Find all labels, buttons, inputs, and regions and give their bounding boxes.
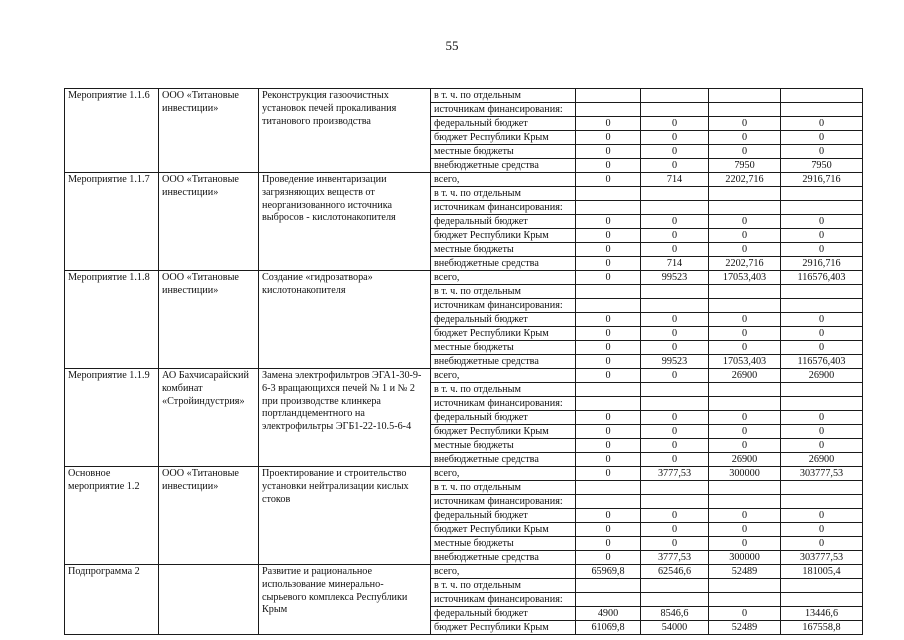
amount-cell: 54000 [641, 621, 709, 635]
amount-cell [576, 397, 641, 411]
amount-cell [781, 299, 863, 313]
funding-source-cell: в т. ч. по отдельным [431, 187, 576, 201]
description-cell: Проведение инвентаризации загрязняющих веществ от неорганизованного источника выбросов - кислотонакопителя [259, 173, 431, 271]
funding-source-cell: источникам финансирования: [431, 201, 576, 215]
amount-cell [781, 495, 863, 509]
amount-cell [576, 187, 641, 201]
funding-source-cell: всего, [431, 369, 576, 383]
amount-cell: 0 [781, 411, 863, 425]
executor-cell: ООО «Титановые инвестиции» [159, 467, 259, 565]
funding-source-cell: федеральный бюджет [431, 411, 576, 425]
budget-table-body [65, 89, 863, 635]
amount-cell: 0 [641, 369, 709, 383]
funding-source-cell: федеральный бюджет [431, 117, 576, 131]
funding-source-cell: бюджет Республики Крым [431, 327, 576, 341]
description-cell: Реконструкция газоочистных установок печей прокаливания титанового производства [259, 89, 431, 173]
amount-cell: 0 [709, 131, 781, 145]
funding-source-cell: внебюджетные средства [431, 453, 576, 467]
executor-cell: ООО «Титановые инвестиции» [159, 173, 259, 271]
amount-cell: 0 [781, 215, 863, 229]
amount-cell [781, 593, 863, 607]
executor-cell [159, 565, 259, 635]
amount-cell: 0 [641, 145, 709, 159]
activity-name-cell: Подпрограмма 2 [65, 565, 159, 635]
amount-cell [781, 187, 863, 201]
amount-cell: 0 [781, 341, 863, 355]
funding-source-cell: в т. ч. по отдельным [431, 579, 576, 593]
amount-cell: 0 [576, 467, 641, 481]
funding-source-cell: федеральный бюджет [431, 509, 576, 523]
funding-source-cell: всего, [431, 271, 576, 285]
amount-cell: 0 [641, 243, 709, 257]
amount-cell [781, 103, 863, 117]
amount-cell: 714 [641, 257, 709, 271]
amount-cell: 2916,716 [781, 173, 863, 187]
description-cell: Развитие и рациональное использование минерально-сырьевого комплекса Республики Крым [259, 565, 431, 635]
amount-cell: 0 [576, 509, 641, 523]
amount-cell: 61069,8 [576, 621, 641, 635]
amount-cell [576, 593, 641, 607]
funding-source-cell: в т. ч. по отдельным [431, 481, 576, 495]
amount-cell [576, 383, 641, 397]
funding-source-cell: местные бюджеты [431, 243, 576, 257]
amount-cell: 26900 [781, 453, 863, 467]
activity-name-cell: Мероприятие 1.1.7 [65, 173, 159, 271]
amount-cell: 0 [576, 159, 641, 173]
amount-cell [641, 201, 709, 215]
amount-cell: 303777,53 [781, 551, 863, 565]
table-row [65, 89, 863, 103]
funding-source-cell: источникам финансирования: [431, 397, 576, 411]
amount-cell [641, 103, 709, 117]
amount-cell: 0 [641, 159, 709, 173]
amount-cell: 0 [781, 117, 863, 131]
page-number: 55 [445, 38, 459, 53]
activity-name-cell: Мероприятие 1.1.9 [65, 369, 159, 467]
amount-cell: 0 [641, 327, 709, 341]
funding-source-cell: всего, [431, 173, 576, 187]
amount-cell: 714 [641, 173, 709, 187]
amount-cell: 0 [576, 327, 641, 341]
funding-source-cell: местные бюджеты [431, 145, 576, 159]
amount-cell: 0 [576, 425, 641, 439]
funding-source-cell: внебюджетные средства [431, 551, 576, 565]
amount-cell: 0 [576, 243, 641, 257]
amount-cell: 167558,8 [781, 621, 863, 635]
amount-cell [781, 397, 863, 411]
amount-cell: 116576,403 [781, 355, 863, 369]
amount-cell: 0 [781, 145, 863, 159]
amount-cell: 2202,716 [709, 173, 781, 187]
amount-cell: 13446,6 [781, 607, 863, 621]
amount-cell: 0 [709, 215, 781, 229]
amount-cell: 0 [641, 523, 709, 537]
amount-cell: 0 [641, 411, 709, 425]
amount-cell [641, 579, 709, 593]
amount-cell: 0 [641, 453, 709, 467]
funding-source-cell: источникам финансирования: [431, 103, 576, 117]
table-row [65, 173, 863, 187]
funding-source-cell: источникам финансирования: [431, 593, 576, 607]
amount-cell: 0 [576, 355, 641, 369]
amount-cell: 3777,53 [641, 467, 709, 481]
funding-source-cell: местные бюджеты [431, 537, 576, 551]
amount-cell [641, 285, 709, 299]
amount-cell: 0 [576, 313, 641, 327]
amount-cell: 0 [641, 509, 709, 523]
table-row [65, 369, 863, 383]
amount-cell [709, 397, 781, 411]
activity-name-cell: Мероприятие 1.1.6 [65, 89, 159, 173]
description-cell: Создание «гидрозатвора» кислотонакопителя [259, 271, 431, 369]
amount-cell: 116576,403 [781, 271, 863, 285]
amount-cell: 0 [709, 313, 781, 327]
amount-cell: 0 [576, 439, 641, 453]
funding-source-cell: бюджет Республики Крым [431, 131, 576, 145]
amount-cell [781, 579, 863, 593]
amount-cell: 0 [709, 229, 781, 243]
amount-cell [641, 593, 709, 607]
amount-cell: 0 [576, 523, 641, 537]
amount-cell: 0 [781, 509, 863, 523]
amount-cell: 0 [781, 131, 863, 145]
amount-cell [709, 495, 781, 509]
budget-table [64, 88, 863, 635]
amount-cell: 7950 [781, 159, 863, 173]
amount-cell: 0 [641, 117, 709, 131]
amount-cell [709, 103, 781, 117]
amount-cell: 0 [709, 523, 781, 537]
amount-cell: 0 [576, 341, 641, 355]
amount-cell: 62546,6 [641, 565, 709, 579]
amount-cell: 7950 [709, 159, 781, 173]
amount-cell: 0 [641, 537, 709, 551]
amount-cell: 300000 [709, 551, 781, 565]
funding-source-cell: источникам финансирования: [431, 299, 576, 313]
executor-cell: АО Бахчисарайский комбинат «Стройиндустрия» [159, 369, 259, 467]
amount-cell [781, 383, 863, 397]
funding-source-cell: федеральный бюджет [431, 313, 576, 327]
amount-cell [709, 579, 781, 593]
amount-cell: 0 [781, 523, 863, 537]
funding-source-cell: бюджет Республики Крым [431, 229, 576, 243]
amount-cell: 0 [576, 257, 641, 271]
amount-cell [641, 495, 709, 509]
amount-cell: 0 [641, 425, 709, 439]
amount-cell: 0 [576, 173, 641, 187]
amount-cell [781, 201, 863, 215]
amount-cell: 0 [709, 327, 781, 341]
amount-cell: 0 [781, 229, 863, 243]
amount-cell [781, 285, 863, 299]
amount-cell [576, 201, 641, 215]
amount-cell [709, 481, 781, 495]
amount-cell: 0 [781, 439, 863, 453]
description-cell: Замена электрофильтров ЭГА1-30-9-6-3 вращающихся печей № 1 и № 2 при производстве клинкера портландцементного на электрофильтры ЭГБ1-22-10.5-6-4 [259, 369, 431, 467]
amount-cell: 0 [709, 607, 781, 621]
amount-cell: 0 [641, 341, 709, 355]
amount-cell: 300000 [709, 467, 781, 481]
amount-cell [576, 285, 641, 299]
amount-cell [641, 397, 709, 411]
funding-source-cell: внебюджетные средства [431, 159, 576, 173]
funding-source-cell: в т. ч. по отдельным [431, 285, 576, 299]
amount-cell [709, 383, 781, 397]
amount-cell [641, 481, 709, 495]
amount-cell: 0 [709, 425, 781, 439]
amount-cell: 0 [576, 453, 641, 467]
amount-cell: 0 [709, 117, 781, 131]
amount-cell: 99523 [641, 355, 709, 369]
amount-cell: 52489 [709, 621, 781, 635]
amount-cell: 303777,53 [781, 467, 863, 481]
amount-cell [641, 299, 709, 313]
amount-cell [576, 103, 641, 117]
amount-cell: 3777,53 [641, 551, 709, 565]
funding-source-cell: бюджет Республики Крым [431, 523, 576, 537]
funding-source-cell: бюджет Республики Крым [431, 425, 576, 439]
amount-cell [576, 299, 641, 313]
funding-source-cell: в т. ч. по отдельным [431, 89, 576, 103]
amount-cell: 0 [576, 411, 641, 425]
amount-cell: 65969,8 [576, 565, 641, 579]
amount-cell: 0 [641, 131, 709, 145]
amount-cell [576, 579, 641, 593]
amount-cell: 8546,6 [641, 607, 709, 621]
amount-cell: 0 [641, 313, 709, 327]
amount-cell: 0 [709, 411, 781, 425]
funding-source-cell: федеральный бюджет [431, 607, 576, 621]
amount-cell: 2202,716 [709, 257, 781, 271]
funding-source-cell: местные бюджеты [431, 439, 576, 453]
amount-cell: 0 [709, 537, 781, 551]
funding-source-cell: внебюджетные средства [431, 257, 576, 271]
amount-cell: 0 [781, 243, 863, 257]
amount-cell: 0 [576, 215, 641, 229]
funding-source-cell: в т. ч. по отдельным [431, 383, 576, 397]
amount-cell: 26900 [781, 369, 863, 383]
amount-cell: 52489 [709, 565, 781, 579]
amount-cell [641, 383, 709, 397]
funding-source-cell: бюджет Республики Крым [431, 621, 576, 635]
amount-cell: 0 [576, 131, 641, 145]
activity-name-cell: Основное мероприятие 1.2 [65, 467, 159, 565]
amount-cell [641, 89, 709, 103]
amount-cell: 4900 [576, 607, 641, 621]
amount-cell: 0 [781, 313, 863, 327]
amount-cell: 0 [709, 243, 781, 257]
table-row [65, 271, 863, 285]
amount-cell: 0 [641, 229, 709, 243]
funding-source-cell: всего, [431, 565, 576, 579]
amount-cell [781, 89, 863, 103]
amount-cell: 17053,403 [709, 271, 781, 285]
amount-cell [576, 481, 641, 495]
amount-cell: 0 [709, 145, 781, 159]
executor-cell: ООО «Титановые инвестиции» [159, 89, 259, 173]
funding-source-cell: всего, [431, 467, 576, 481]
amount-cell: 0 [576, 229, 641, 243]
amount-cell [709, 593, 781, 607]
amount-cell [709, 201, 781, 215]
amount-cell: 0 [641, 215, 709, 229]
amount-cell: 99523 [641, 271, 709, 285]
amount-cell: 0 [781, 537, 863, 551]
amount-cell: 0 [576, 117, 641, 131]
amount-cell [576, 89, 641, 103]
amount-cell [641, 187, 709, 201]
table-row [65, 565, 863, 579]
amount-cell [709, 299, 781, 313]
amount-cell: 0 [781, 425, 863, 439]
amount-cell [781, 481, 863, 495]
amount-cell: 0 [709, 341, 781, 355]
amount-cell: 181005,4 [781, 565, 863, 579]
amount-cell: 0 [641, 439, 709, 453]
amount-cell: 0 [576, 537, 641, 551]
funding-source-cell: внебюджетные средства [431, 355, 576, 369]
funding-source-cell: источникам финансирования: [431, 495, 576, 509]
amount-cell: 17053,403 [709, 355, 781, 369]
amount-cell: 0 [576, 271, 641, 285]
amount-cell: 2916,716 [781, 257, 863, 271]
amount-cell: 26900 [709, 453, 781, 467]
amount-cell [576, 495, 641, 509]
executor-cell: ООО «Титановые инвестиции» [159, 271, 259, 369]
activity-name-cell: Мероприятие 1.1.8 [65, 271, 159, 369]
amount-cell: 0 [576, 145, 641, 159]
amount-cell: 26900 [709, 369, 781, 383]
funding-source-cell: местные бюджеты [431, 341, 576, 355]
amount-cell: 0 [781, 327, 863, 341]
table-row [65, 467, 863, 481]
amount-cell: 0 [576, 369, 641, 383]
description-cell: Проектирование и строительство установки нейтрализации кислых стоков [259, 467, 431, 565]
amount-cell: 0 [709, 439, 781, 453]
amount-cell: 0 [576, 551, 641, 565]
amount-cell [709, 187, 781, 201]
amount-cell: 0 [709, 509, 781, 523]
amount-cell [709, 89, 781, 103]
amount-cell [709, 285, 781, 299]
funding-source-cell: федеральный бюджет [431, 215, 576, 229]
